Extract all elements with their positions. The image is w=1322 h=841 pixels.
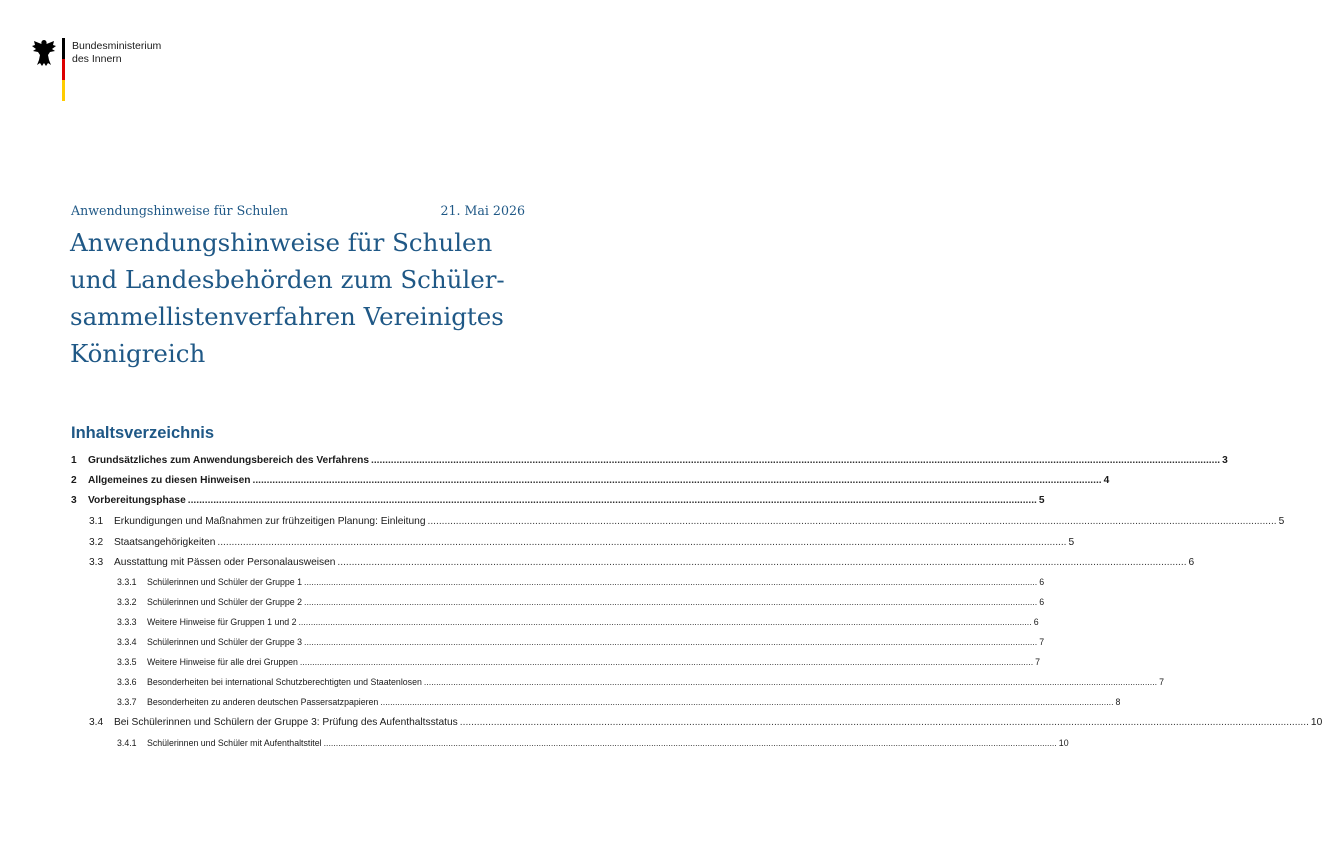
title-line: Königreich: [70, 339, 206, 368]
toc-entry-title: Schülerinnen und Schüler der Gruppe 3: [147, 637, 303, 647]
toc-entry-number: 3.3.2: [117, 597, 137, 607]
toc-leader-dots: ............................................................................................................................................................................................................................................................................................................: [187, 495, 1037, 506]
toc-entry-page: 6: [1039, 577, 1045, 587]
document-title: [70, 224, 540, 372]
toc-leader-dots: ............................................................................................................................................................................................................................................................................................................: [298, 617, 1032, 627]
toc-entry[interactable]: [71, 617, 1039, 631]
toc-entry[interactable]: [71, 738, 1069, 752]
ministry-logo: [31, 38, 231, 102]
toc-entry-title: Ausstattung mit Pässen oder Personalausweisen: [114, 557, 336, 568]
toc-entry[interactable]: [71, 537, 1075, 551]
toc-entry-number: 1: [71, 455, 77, 466]
federal-eagle-icon: [31, 38, 57, 68]
toc-leader-dots: ............................................................................................................................................................................................................................................................................................................: [252, 475, 1102, 486]
toc-entry-page: 5: [1038, 495, 1045, 506]
title-line: sammellistenverfahren Vereinigtes: [70, 302, 504, 331]
toc-entry-number: 3: [71, 495, 77, 506]
toc-entry[interactable]: [71, 637, 1045, 651]
flag-stripe-red: [62, 59, 65, 80]
toc-entry-title: Weitere Hinweise für alle drei Gruppen: [147, 657, 298, 667]
document-type: Anwendungshinweise für Schulen: [71, 203, 289, 218]
toc-leader-dots: ............................................................................................................................................................................................................................................................................................................: [459, 717, 1309, 728]
toc-entry-title: Schülerinnen und Schüler der Gruppe 1: [147, 577, 303, 587]
german-flag-bar: [62, 38, 65, 100]
toc-entry-number: 3.3.1: [117, 577, 137, 587]
toc-entry[interactable]: [71, 475, 1110, 489]
toc-entry-page: 10: [1058, 738, 1069, 748]
toc-leader-dots: ............................................................................................................................................................................................................................................................................................................: [217, 537, 1067, 548]
toc-entry-number: 3.4.1: [117, 738, 137, 748]
toc-entry-page: 10: [1310, 717, 1322, 728]
toc-entry-title: Besonderheiten zu anderen deutschen Passersatzpapieren: [147, 697, 379, 707]
toc-entry-number: 2: [71, 475, 77, 486]
toc-entry-page: 6: [1039, 597, 1045, 607]
document-date: 21. Mai 2026: [440, 203, 525, 218]
title-line: Anwendungshinweise für Schulen: [70, 228, 493, 257]
toc-entry-number: 3.3.7: [117, 697, 137, 707]
toc-entry-number: 3.3.4: [117, 637, 137, 647]
toc-entry[interactable]: [71, 697, 1121, 711]
toc-leader-dots: ............................................................................................................................................................................................................................................................................................................: [423, 677, 1158, 687]
toc-entry-page: 8: [1115, 697, 1121, 707]
toc-leader-dots: ............................................................................................................................................................................................................................................................................................................: [370, 455, 1221, 466]
ministry-name: [72, 40, 161, 66]
toc-leader-dots: ............................................................................................................................................................................................................................................................................................................: [337, 557, 1187, 568]
toc-entry-page: 5: [1278, 516, 1285, 527]
toc-leader-dots: ............................................................................................................................................................................................................................................................................................................: [304, 637, 1038, 647]
toc-entry[interactable]: [71, 657, 1041, 671]
toc-entry-title: Grundsätzliches zum Anwendungsbereich des Verfahrens: [88, 455, 369, 466]
toc-entry-title: Schülerinnen und Schüler der Gruppe 2: [147, 597, 303, 607]
toc-entry-page: 4: [1103, 475, 1110, 486]
toc-entry-page: 6: [1188, 557, 1195, 568]
document-header: [71, 203, 525, 221]
toc-leader-dots: ............................................................................................................................................................................................................................................................................................................: [299, 657, 1034, 667]
toc-entry-number: 3.4: [89, 717, 104, 728]
toc-leader-dots: ............................................................................................................................................................................................................................................................................................................: [304, 577, 1038, 587]
toc-entry[interactable]: [71, 455, 1228, 469]
toc-entry-number: 3.3.5: [117, 657, 137, 667]
toc-entry[interactable]: [71, 495, 1045, 509]
ministry-name-line2: des Innern: [72, 53, 122, 65]
toc-entry-title: Schülerinnen und Schüler mit Aufenthaltstitel: [147, 738, 322, 748]
toc-entry[interactable]: [71, 597, 1045, 611]
toc-entry-title: Erkundigungen und Maßnahmen zur frühzeitigen Planung: Einleitung: [114, 516, 426, 527]
toc-entry-title: Allgemeines zu diesen Hinweisen: [88, 475, 251, 486]
toc-entry[interactable]: [71, 577, 1045, 591]
toc-entry-number: 3.2: [89, 537, 104, 548]
toc-entry-page: 7: [1035, 657, 1041, 667]
toc-entry-page: 7: [1159, 677, 1164, 687]
flag-stripe-black: [62, 38, 65, 59]
toc-entry-number: 3.1: [89, 516, 104, 527]
toc-leader-dots: ............................................................................................................................................................................................................................................................................................................: [304, 597, 1038, 607]
toc-entry[interactable]: [71, 677, 1164, 691]
toc-entry[interactable]: [71, 557, 1195, 571]
toc-leader-dots: ............................................................................................................................................................................................................................................................................................................: [323, 738, 1057, 748]
toc-entry-number: 3.3.6: [117, 677, 137, 687]
toc-entry-title: Besonderheiten bei international Schutzberechtigten und Staatenlosen: [147, 677, 422, 687]
ministry-name-line1: Bundesministerium: [72, 40, 162, 52]
toc-entry-title: Vorbereitungsphase: [88, 495, 186, 506]
toc-entry-number: 3.3: [89, 557, 104, 568]
toc-leader-dots: ............................................................................................................................................................................................................................................................................................................: [427, 516, 1277, 527]
toc-entry-title: Staatsangehörigkeiten: [114, 537, 216, 548]
toc-entry-page: 3: [1222, 455, 1228, 466]
toc-heading: Inhaltsverzeichnis: [71, 424, 215, 442]
title-line: und Landesbehörden zum Schüler-: [70, 265, 505, 294]
flag-stripe-gold: [62, 80, 65, 101]
toc-entry-title: Bei Schülerinnen und Schülern der Gruppe 3: Prüfung des Aufenthaltsstatus: [114, 717, 458, 728]
toc-entry[interactable]: [71, 717, 1322, 731]
toc-entry-page: 6: [1033, 617, 1039, 627]
toc-entry-number: 3.3.3: [117, 617, 137, 627]
toc-leader-dots: ............................................................................................................................................................................................................................................................................................................: [380, 697, 1114, 707]
toc-entry-page: 7: [1039, 637, 1045, 647]
toc-entry-title: Weitere Hinweise für Gruppen 1 und 2: [147, 617, 297, 627]
toc-entry-page: 5: [1068, 537, 1075, 548]
toc-entry[interactable]: [71, 516, 1285, 530]
